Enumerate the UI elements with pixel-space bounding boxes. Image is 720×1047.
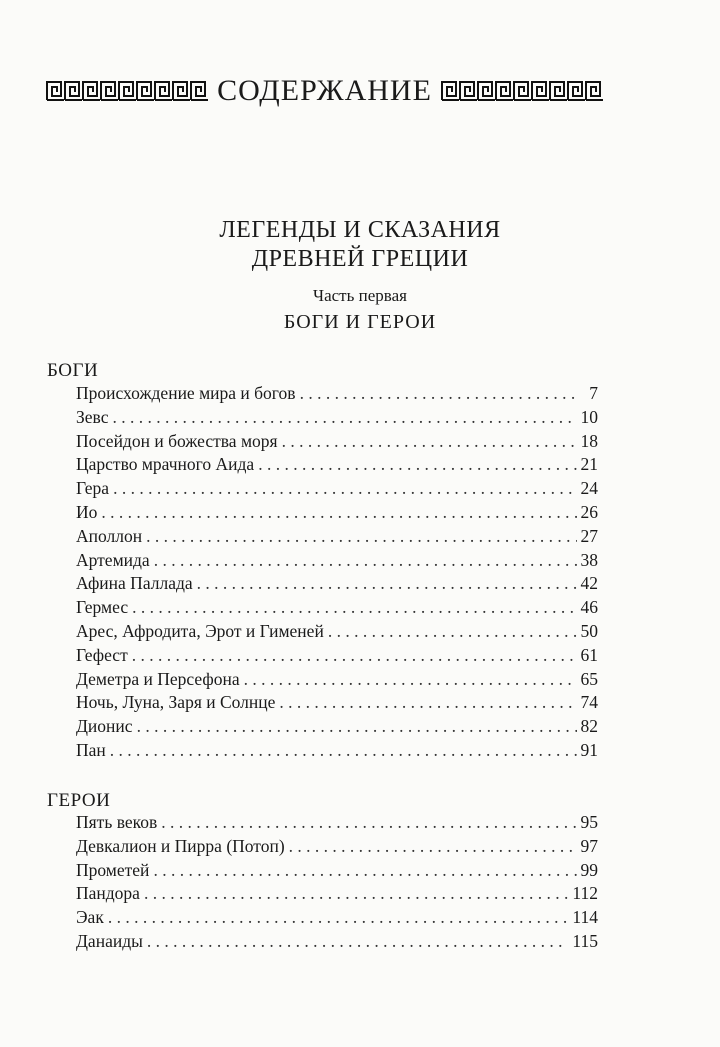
greek-key-ornament-left [46, 80, 208, 102]
book-title-line-2: ДРЕВНЕЙ ГРЕЦИИ [251, 246, 469, 272]
toc-list-heroes [76, 811, 598, 954]
toc-entry-page: 61 [580, 644, 598, 665]
toc-entry-page: 95 [580, 812, 598, 832]
dot-leader [132, 644, 577, 668]
toc-entry-title: Гефест [76, 644, 128, 665]
toc-list-gods [76, 382, 598, 763]
toc-entry-title: Афина Паллада [76, 573, 193, 594]
dot-leader [300, 382, 580, 406]
dot-leader [279, 691, 576, 715]
toc-entry-page: 74 [580, 692, 598, 713]
toc-entry-page: 10 [580, 406, 598, 427]
toc-entry-page: 91 [580, 739, 598, 760]
toc-entry[interactable] [76, 882, 598, 906]
toc-entry-title: Пять веков [76, 812, 158, 832]
contents-title: СОДЕРЖАНИЕ [217, 74, 432, 107]
toc-entry[interactable] [76, 859, 598, 883]
section-heading-gods: БОГИ [47, 360, 99, 381]
dot-leader [146, 525, 576, 549]
toc-entry-title: Гермес [76, 597, 129, 618]
toc-entry[interactable] [76, 477, 598, 501]
toc-entry[interactable] [76, 406, 598, 430]
dot-leader [161, 811, 576, 835]
toc-entry[interactable] [76, 691, 598, 715]
dot-leader [197, 572, 577, 596]
toc-entry[interactable] [76, 620, 598, 644]
toc-entry[interactable] [76, 453, 598, 477]
toc-entry[interactable] [76, 572, 598, 596]
dot-leader [113, 477, 576, 501]
dot-leader [258, 453, 576, 477]
toc-entry-title: Гера [76, 478, 110, 499]
toc-entry-page: 26 [580, 501, 598, 522]
toc-entry[interactable] [76, 430, 598, 454]
dot-leader [144, 882, 568, 906]
toc-entry-page: 21 [580, 454, 598, 475]
toc-entry[interactable] [76, 501, 598, 525]
contents-header [0, 73, 720, 109]
dot-leader [153, 859, 576, 883]
toc-entry-page: 65 [580, 668, 598, 689]
toc-entry-title: Прометей [76, 859, 150, 880]
dot-leader [154, 549, 577, 573]
toc-entry[interactable] [76, 835, 598, 859]
toc-entry-page: 18 [580, 430, 598, 451]
toc-entry-page: 27 [580, 525, 598, 546]
toc-entry-title: Царство мрачного Аида [76, 454, 255, 475]
toc-entry-page: 115 [572, 930, 598, 951]
section-heading-heroes: ГЕРОИ [47, 790, 111, 811]
toc-entry-page: 97 [580, 835, 598, 856]
toc-entry[interactable] [76, 549, 598, 573]
dot-leader [244, 668, 577, 692]
dot-leader [110, 739, 577, 763]
toc-entry-page: 38 [580, 549, 598, 570]
dot-leader [101, 501, 576, 525]
toc-entry-title: Зевс [76, 406, 109, 427]
toc-entry-title: Данаиды [76, 930, 143, 951]
toc-entry[interactable] [76, 811, 598, 835]
toc-entry-page: 42 [580, 573, 598, 594]
dot-leader [137, 715, 577, 739]
toc-entry[interactable] [76, 596, 598, 620]
dot-leader [328, 620, 577, 644]
toc-entry-page: 114 [572, 907, 598, 928]
part-title: БОГИ И ГЕРОИ [283, 311, 437, 333]
toc-entry[interactable] [76, 906, 598, 930]
toc-entry-title: Ночь, Луна, Заря и Солнце [76, 692, 276, 713]
part-label: Часть первая [313, 286, 407, 305]
toc-entry-title: Пандора [76, 883, 140, 904]
toc-entry[interactable] [76, 739, 598, 763]
toc-entry[interactable] [76, 715, 598, 739]
toc-entry-title: Происхождение мира и богов [76, 383, 296, 403]
dot-leader [112, 406, 576, 430]
toc-entry-title: Пан [76, 739, 106, 760]
greek-key-ornament-right [441, 80, 603, 102]
toc-entry[interactable] [76, 382, 598, 406]
toc-entry[interactable] [76, 525, 598, 549]
toc-entry-title: Аполлон [76, 525, 143, 546]
toc-entry-title: Дионис [76, 716, 133, 737]
toc-entry[interactable] [76, 930, 598, 954]
toc-entry-title: Посейдон и божества моря [76, 430, 278, 451]
dot-leader [282, 430, 577, 454]
toc-entry-title: Арес, Афродита, Эрот и Гименей [76, 620, 324, 641]
dot-leader [108, 906, 569, 930]
toc-entry[interactable] [76, 644, 598, 668]
dot-leader [289, 835, 577, 859]
toc-entry-page: 46 [580, 597, 598, 618]
toc-entry-page: 112 [572, 883, 598, 904]
toc-entry-title: Ио [76, 501, 98, 522]
dot-leader [147, 930, 569, 954]
toc-entry[interactable] [76, 668, 598, 692]
book-title [0, 216, 720, 274]
toc-entry-page: 7 [589, 383, 598, 403]
toc-entry-page: 24 [580, 478, 598, 499]
toc-entry-page: 82 [580, 716, 598, 737]
toc-entry-page: 99 [580, 859, 598, 880]
dot-leader [132, 596, 576, 620]
book-title-line-1: ЛЕГЕНДЫ И СКАЗАНИЯ [219, 217, 501, 243]
toc-entry-page: 50 [580, 620, 598, 641]
toc-entry-title: Девкалион и Пирра (Потоп) [76, 835, 285, 856]
toc-entry-title: Артемида [76, 549, 150, 570]
toc-entry-title: Деметра и Персефона [76, 668, 240, 689]
toc-entry-title: Эак [76, 907, 104, 928]
